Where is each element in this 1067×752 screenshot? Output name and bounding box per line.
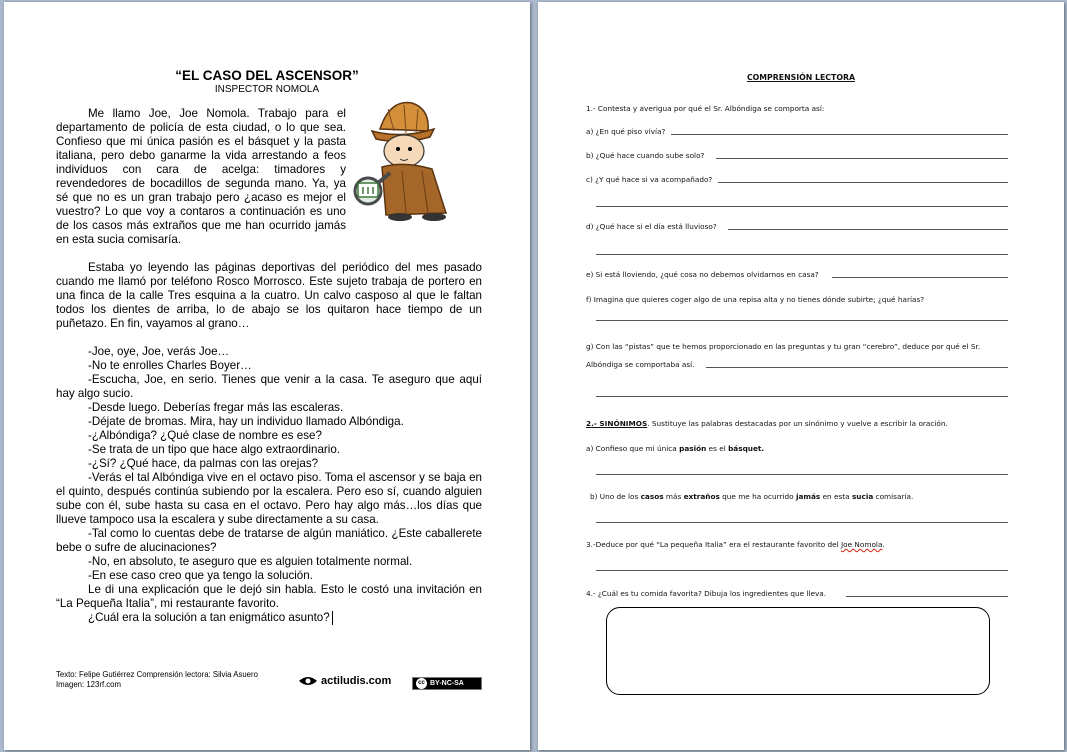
q2b-keyword: casos [640, 492, 664, 501]
answer-line [716, 158, 1008, 159]
answer-line [596, 522, 1008, 523]
story-title: “EL CASO DEL ASCENSOR” [175, 68, 359, 83]
question-2a [586, 444, 764, 453]
dialogue-line: -Escucha, Joe, en serio. Tienes que venir a la casa. Te aseguro que aquí hay algo sucio. [56, 373, 482, 400]
q2b-keyword: extraños [683, 492, 720, 501]
q2b-text: más [663, 492, 684, 501]
question-1d: d) ¿Qué hace si el día está lluvioso? [586, 222, 717, 231]
q2a-text: a) Confieso que mi única [586, 444, 680, 453]
answer-line [706, 367, 1008, 368]
q3-text: 3.-Deduce por qué “La pequeña Italia” era el restaurante favorito del [586, 540, 841, 549]
dialogue-line: Le di una explicación que le dejó sin habla. Esto le costó una invitación en “La Pequeña Italia”, mi restaurante favorito. [56, 583, 482, 610]
story-page [4, 2, 530, 750]
q2a-keyword: básquet. [728, 444, 765, 453]
question-1g: g) Con las “pistas” que te hemos proporcionado en las preguntas y tu gran “cerebro”, deduce por qué el Sr. [586, 342, 981, 351]
credits [56, 670, 258, 690]
q2a-keyword: pasión [679, 444, 707, 453]
question-1f: f) Imagina que quieres coger algo de una repisa alta y no tienes dónde subirte; ¿qué harías? [586, 295, 925, 304]
text-cursor [332, 611, 333, 625]
closing-question [56, 611, 482, 625]
q2b-keyword: jamás [795, 492, 821, 501]
dialogue-line: -En ese caso creo que ya tengo la solución. [88, 569, 313, 582]
q2b-text: en esta [820, 492, 852, 501]
dialogue-line: -¿Sí? ¿Qué hace, da palmas con las orejas? [88, 457, 319, 470]
q3-end: . [882, 540, 885, 549]
closing-question-text: ¿Cuál era la solución a tan enigmático asunto? [88, 611, 330, 625]
license-text: BY-NC-SA [430, 680, 464, 687]
q2b-text: que me ha ocurrido [719, 492, 796, 501]
dialogue-line: -Joe, oye, Joe, verás Joe… [88, 345, 230, 358]
question-2-label: 2.- SINÓNIMOS [586, 419, 648, 428]
dialogue-line: -Déjate de bromas. Mira, hay un individuo llamado Albóndiga. [88, 415, 404, 428]
question-1g-cont: Albóndiga se comportaba así. [586, 360, 695, 369]
eye-icon [298, 675, 318, 687]
image-credit: Imagen: 123rf.com [56, 680, 122, 689]
actiludis-logo [298, 672, 391, 690]
story-paragraph: Estaba yo leyendo las páginas deportivas del periódico del mes pasado cuando me llamó por teléfono Rosco Morrosco. Este sujeto trabaja de portero en una finca de la calle Tres esquina a la cuatro. Un calvo casposo al que le faltan todos los dientes de arriba, lo de abajo se los quitaron hace tiempo de un puñetazo. En fin, vayamos al grano… [56, 261, 482, 330]
answer-line [671, 134, 1008, 135]
brand-name: actiludis.com [321, 675, 392, 687]
answer-line [846, 596, 1008, 597]
q2b-text: comisaría. [873, 492, 914, 501]
credits-text: Texto: Felipe Gutiérrez Comprensión lectora: Silvia Asuero [56, 670, 258, 679]
question-1e: e) Si está lloviendo, ¿qué cosa no debemos olvidarnos en casa? [586, 270, 819, 279]
answer-line [832, 277, 1008, 278]
dialogue-line: -No, en absoluto, te aseguro que es alguien totalmente normal. [88, 555, 413, 568]
question-2b [590, 492, 913, 501]
q2a-text: es el [706, 444, 729, 453]
story-paragraph: Me llamo Joe, Joe Nomola. Trabajo para el departamento de policía de esta ciudad, o lo que sea. Confieso que mi única pasión es el básquet y la pasta italiana, pero debo ganarme la vida arrestando a feos individuos con cara de acelga: timadores y revendedores de bocadillos de segunda mano. Ya, ya sé que no es un gran trabajo pero ¿acaso es mejor el vuestro? Lo que voy a contaros a continuación es uno de los casos más extraños que me han ocurrido jamás en esta sucia comisaría. [56, 107, 346, 246]
answer-line [596, 396, 1008, 397]
answer-line [596, 206, 1008, 207]
story-text [56, 107, 482, 625]
question-2 [586, 419, 948, 428]
question-4: 4.- ¿Cuál es tu comida favorita? Dibuja los ingredientes que lleva. [586, 589, 827, 598]
question-1-intro: 1.- Contesta y averigua por qué el Sr. Albóndiga se comporta así: [586, 104, 825, 113]
question-1a: a) ¿En qué piso vivía? [586, 127, 666, 136]
worksheet-title: COMPRENSIÓN LECTORA [746, 73, 856, 82]
dialogue-line: -Verás el tal Albóndiga vive en el octavo piso. Toma el ascensor y se baja en el quinto, después continúa subiendo por la escalera. Pero eso sí, cuando alguien sube con él, sube hasta su casa en el octavo. Pero hay algo más…los días que llueve tampoco usa la escalera y sube directamente a su casa. [56, 471, 482, 526]
answer-line [728, 229, 1008, 230]
q2b-text: b) Uno de los [590, 492, 641, 501]
story-subtitle: INSPECTOR NOMOLA [214, 84, 320, 95]
dialogue-line: -No te enrolles Charles Boyer… [88, 359, 252, 372]
dialogue-line: -Desde luego. Deberías fregar más las escaleras. [88, 401, 344, 414]
answer-line [596, 254, 1008, 255]
q3-name: Joe Nomola [841, 540, 883, 549]
answer-line [596, 320, 1008, 321]
answer-line [718, 182, 1008, 183]
cc-icon: cc [416, 678, 427, 689]
worksheet-page [538, 2, 1064, 750]
answer-line [596, 474, 1008, 475]
question-3 [586, 540, 885, 549]
dialogue-line: -¿Albóndiga? ¿Qué clase de nombre es ese? [88, 429, 322, 442]
answer-line [596, 570, 1008, 571]
question-1b: b) ¿Qué hace cuando sube solo? [586, 151, 705, 160]
dialogue-line: -Se trata de un tipo que hace algo extraordinario. [88, 443, 341, 456]
cc-license-badge [412, 677, 482, 690]
question-2-intro: . Sustituye las palabras destacadas por un sinónimo y vuelve a escribir la oración. [647, 419, 948, 428]
question-1c: c) ¿Y qué hace si va acompañado? [586, 175, 713, 184]
q2b-keyword: sucia [851, 492, 874, 501]
drawing-box[interactable] [606, 607, 990, 695]
dialogue-line: -Tal como lo cuentas debe de tratarse de algún maniático. ¿Este caballerete bebe o sufre de alucinaciones? [56, 527, 482, 554]
